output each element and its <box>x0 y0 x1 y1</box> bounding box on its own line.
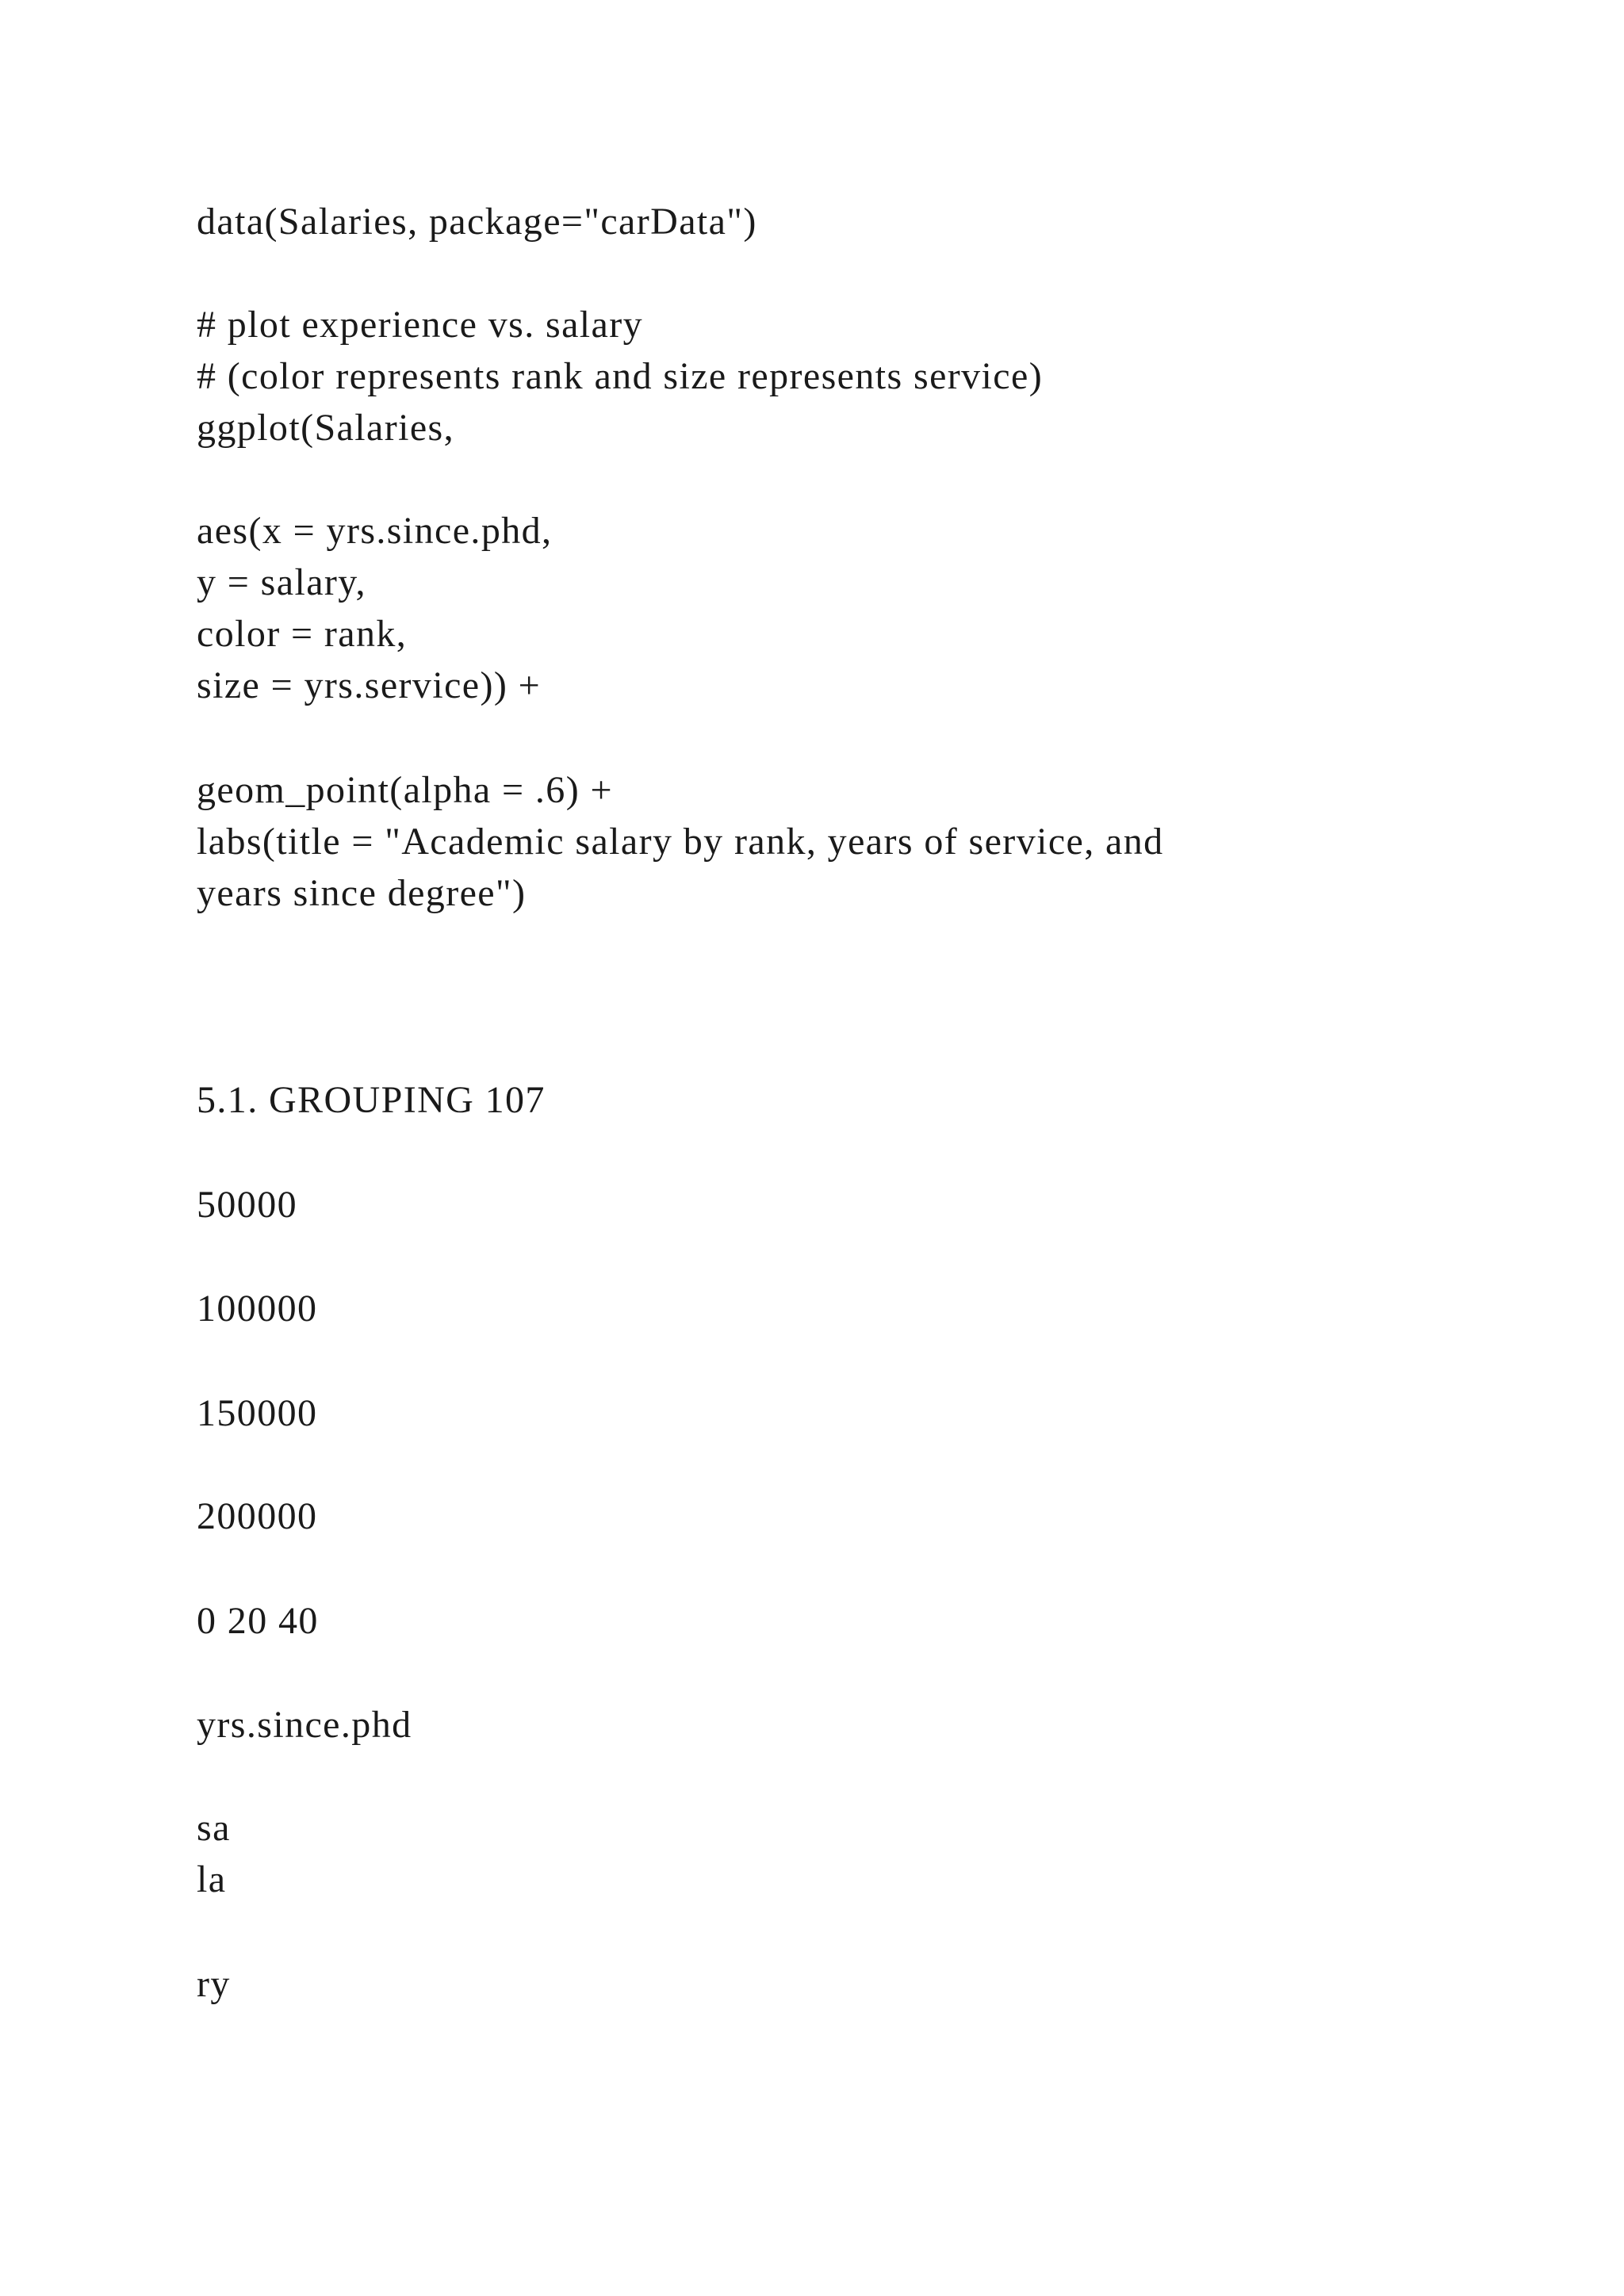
y-tick-label: 100000 <box>197 1288 318 1330</box>
x-axis-label: yrs.since.phd <box>197 1704 412 1746</box>
code-line-labs: labs(title = "Academic salary by rank, years of service, and <box>197 821 1164 863</box>
y-tick-label: 200000 <box>197 1495 318 1537</box>
code-comment-color: # (color represents rank and size represents service) <box>197 355 1044 397</box>
code-comment-plot: # plot experience vs. salary <box>197 304 644 346</box>
code-line-size: size = yrs.service)) + <box>197 664 542 706</box>
y-tick-label: 50000 <box>197 1184 297 1226</box>
code-line-geom-point: geom_point(alpha = .6) + <box>197 769 613 811</box>
y-axis-label-fragment: sa <box>197 1807 231 1849</box>
y-tick-label: 150000 <box>197 1392 318 1434</box>
code-line-ggplot: ggplot(Salaries, <box>197 407 455 449</box>
code-line-aes: aes(x = yrs.since.phd, <box>197 510 553 552</box>
code-line-y: y = salary, <box>197 561 366 603</box>
code-line-labs-cont: years since degree") <box>197 872 527 914</box>
y-axis-label-fragment: ry <box>197 1963 231 2005</box>
y-axis-label-fragment: la <box>197 1858 227 1900</box>
x-tick-labels: 0 20 40 <box>197 1600 319 1642</box>
code-line-color: color = rank, <box>197 613 408 655</box>
code-line-data: data(Salaries, package="carData") <box>197 201 757 243</box>
section-heading: 5.1. GROUPING 107 <box>197 1079 546 1121</box>
